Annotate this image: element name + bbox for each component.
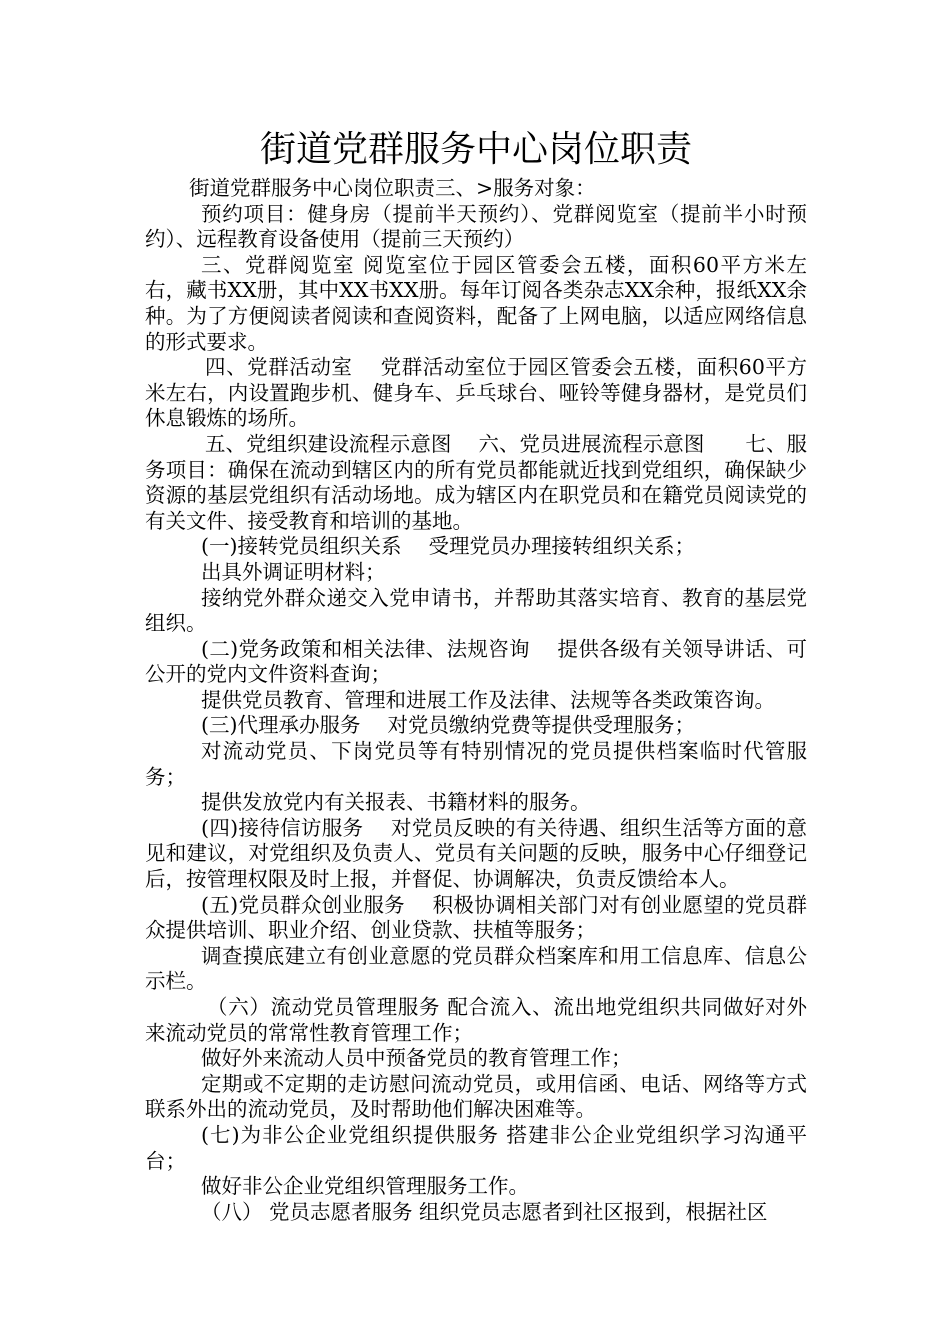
paragraph: 做好非公企业党组织管理服务工作。 (201, 1174, 529, 1199)
paragraph-section-5: (五)党员群众创业服务 积极协调相关部门对有创业愿望的党员群众提供培训、职业介绍、创业贷款、扶植等服务； (145, 892, 807, 943)
paragraph: 出具外调证明材料； (201, 559, 386, 584)
paragraph-section-8: （八） 党员志愿者服务 组织党员志愿者到社区报到，根据社区 (201, 1199, 768, 1224)
paragraph-section-6: （六）流动党员管理服务 配合流入、流出地党组织共同做好对外来流动党员的常常性教育管理工作； (145, 995, 807, 1045)
paragraph-section-2: (二)党务政策和相关法律、法规咨询 提供各级有关领导讲话、可公开的党内文件资料查询； (145, 636, 807, 687)
paragraph: 提供发放党内有关报表、书籍材料的服务。 (201, 790, 591, 815)
document-title: 街道党群服务中心岗位职责 (259, 129, 692, 170)
paragraph-section-4: (四)接待信访服务 对党员反映的有关待遇、组织生活等方面的意见和建议，对党组织及负责人、党员有关问题的反映，服务中心仔细登记后，按管理权限及时上报，并督促、协调解决，负责反馈给本人。 (145, 815, 807, 892)
paragraph: 定期或不定期的走访慰问流动党员，或用信函、电话、网络等方式联系外出的流动党员，及时帮助他们解决困难等。 (145, 1071, 807, 1122)
document-page (145, 124, 807, 1225)
paragraph-intro: 街道党群服务中心岗位职责三、>服务对象： (189, 176, 596, 200)
paragraph-activity-room: 四、党群活动室 党群活动室位于园区管委会五楼，面积60平方米左右，内设置跑步机、健身车、乒乓球台、哑铃等健身器材，是党员们休息锻炼的场所。 (145, 355, 807, 431)
paragraph-section-7: (七)为非公企业党组织提供服务 搭建非公企业党组织学习沟通平台； (145, 1122, 807, 1173)
paragraph: 调查摸底建立有创业意愿的党员群众档案库和用工信息库、信息公示栏。 (145, 943, 807, 994)
paragraph-section-3: (三)代理承办服务 对党员缴纳党费等提供受理服务； (201, 713, 696, 738)
paragraph: 做好外来流动人员中预备党员的教育管理工作； (201, 1046, 632, 1071)
document-body (145, 176, 807, 1225)
paragraph-reading-room: 三、党群阅览室 阅览室位于园区管委会五楼，面积60平方米左右，藏书XX册，其中XX书XX册。每年订阅各类杂志XX余种，报纸XX余种。为了方便阅读者阅读和查阅资料，配备了上网电脑，以适应网络信息的形式要求。 (145, 252, 807, 354)
paragraph: 对流动党员、下岗党员等有特别情况的党员提供档案临时代管服务； (145, 739, 807, 789)
paragraph: 提供党员教育、管理和进展工作及法律、法规等各类政策咨询。 (201, 687, 775, 712)
paragraph-section-1: (一)接转党员组织关系 受理党员办理接转组织关系； (201, 534, 696, 559)
paragraph-appointments: 预约项目：健身房（提前半天预约）、党群阅览室（提前半小时预约）、远程教育设备使用（提前三天预约） (145, 201, 807, 252)
paragraph: 接纳党外群众递交入党申请书，并帮助其落实培育、教育的基层党组织。 (145, 585, 807, 636)
paragraph-service-items: 五、党组织建设流程示意图 六、党员进展流程示意图 七、服务项目：确保在流动到辖区内的所有党员都能就近找到党组织，确保缺少资源的基层党组织有活动场地。成为辖区内在职党员和在籍党员阅读党的有关文件、接受教育和培训的基地。 (145, 431, 807, 533)
